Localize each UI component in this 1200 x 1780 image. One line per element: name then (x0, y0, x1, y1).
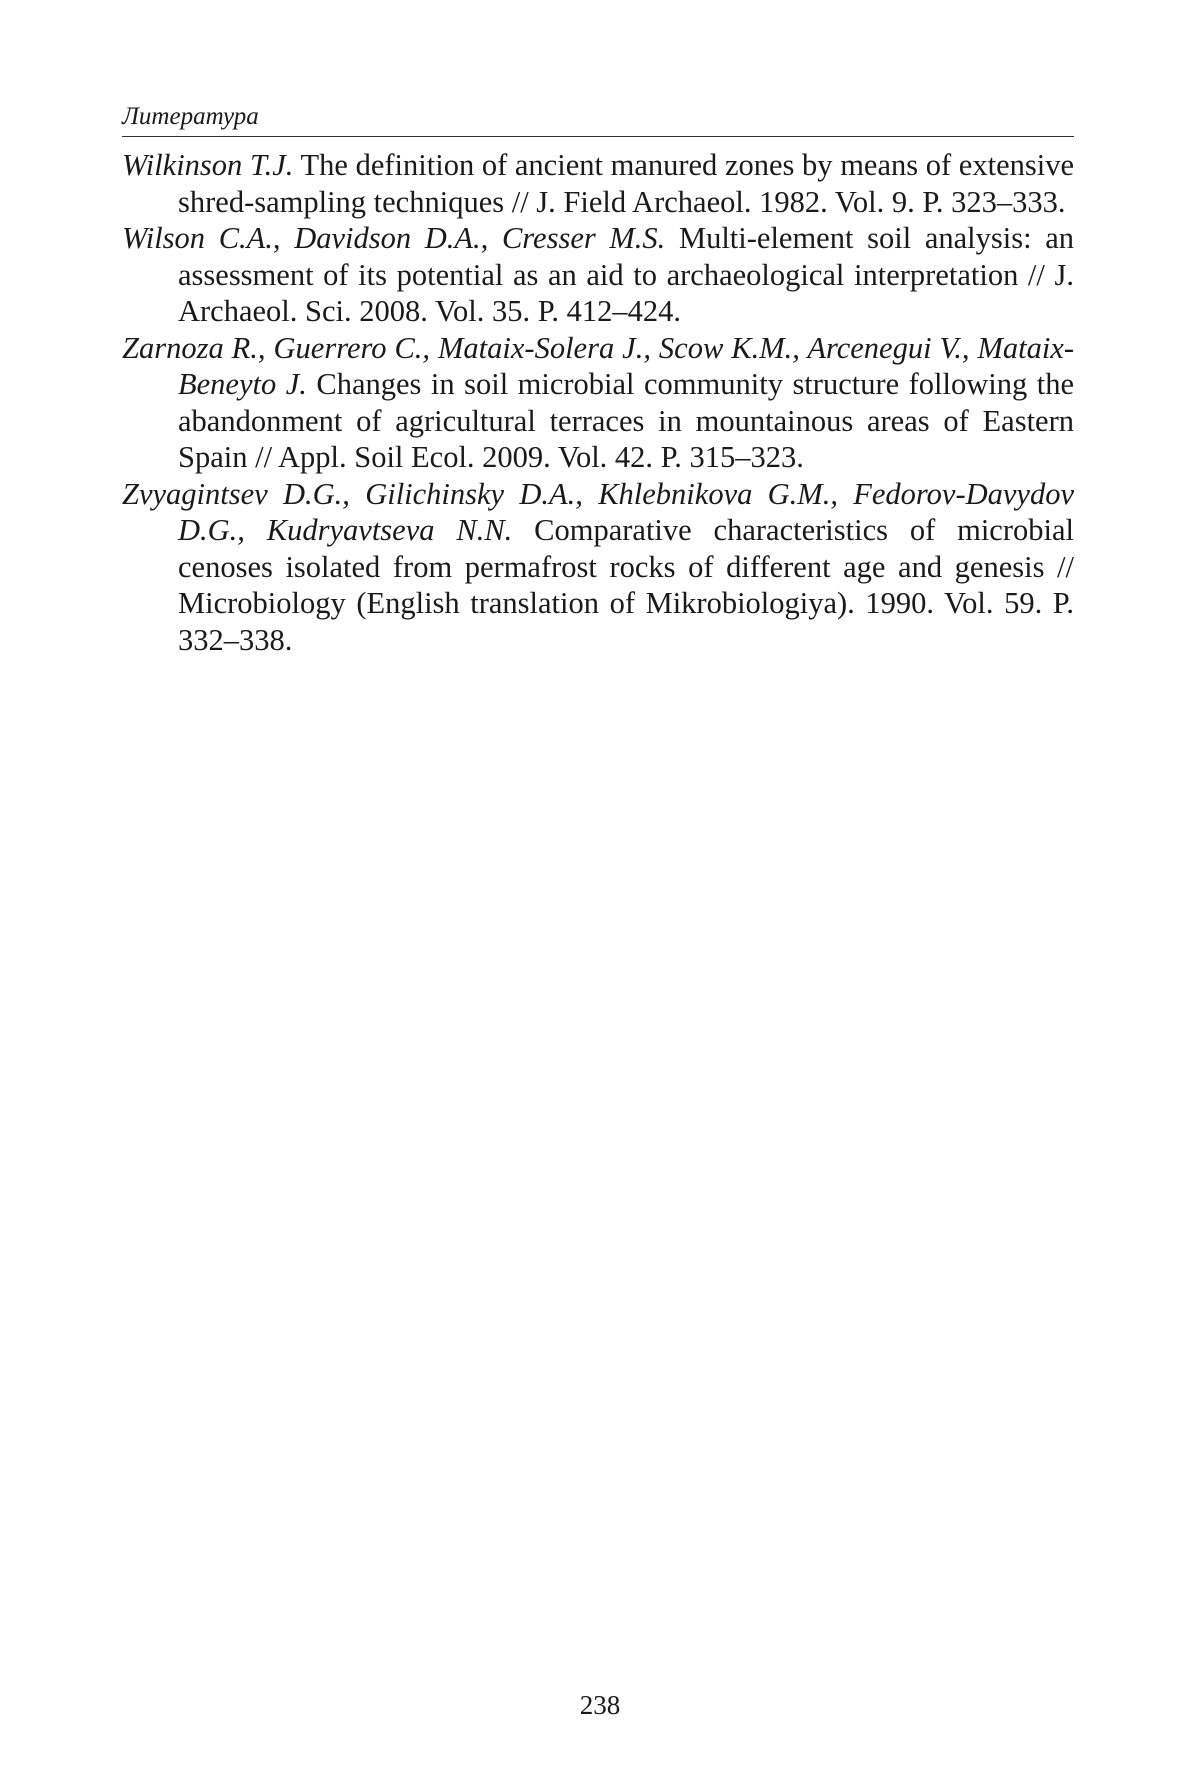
reference-authors: Wilkinson T.J. (122, 148, 294, 182)
reference-text: The definition of ancient manured zones by means of extensive shred-sampling techniques // J. Field Archaeol. 1982. Vol. 9. P. 323–333. (178, 148, 1074, 219)
reference-text: Changes in soil microbial community structure following the abandonment of agricultural terraces in mountainous areas of Eastern Spain // Appl. Soil Ecol. 2009. Vol. 42. P. 315–323. (178, 367, 1074, 474)
reference-list (122, 147, 1074, 658)
page-body (122, 100, 1074, 658)
reference-entry (122, 220, 1074, 330)
page-number: 238 (579, 1690, 621, 1720)
reference-text: Comparative characteristics of microbial cenoses isolated from permafrost rocks of different age and genesis // Microbiology (English translation of Mikrobiologiya). 1990. Vol. 59. P. 332–338. (178, 513, 1074, 657)
reference-authors: Wilson C.A., Davidson D.A., Cresser M.S. (122, 221, 666, 255)
reference-entry (122, 330, 1074, 476)
reference-text: Multi-element soil analysis: an assessment of its potential as an aid to archaeological interpretation // J. Archaeol. Sci. 2008. Vol. 35. P. 412–424. (178, 221, 1074, 328)
running-head: Литература (122, 100, 1074, 137)
reference-entry (122, 147, 1074, 220)
reference-authors: Zvyagintsev D.G., Gilichinsky D.A., Khlebnikova G.M., Fedorov-Davydov D.G., Kudryavtseva N.N. (122, 476, 1074, 547)
reference-entry (122, 476, 1074, 659)
reference-authors: Zarnoza R., Guerrero C., Mataix-Solera J., Scow K.M., Arcenegui V., Mataix-Beneyto J. (122, 330, 1074, 401)
